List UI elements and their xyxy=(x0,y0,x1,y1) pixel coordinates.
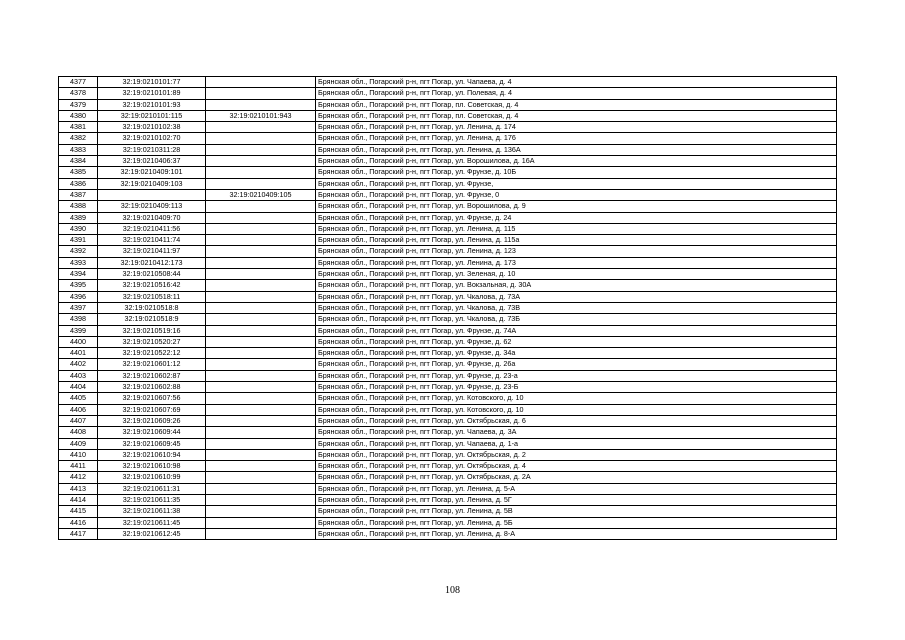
row-number-cell: 4412 xyxy=(59,472,98,483)
row-number-cell: 4396 xyxy=(59,291,98,302)
row-number-cell: 4407 xyxy=(59,415,98,426)
cadastral-number-cell: 32:19:0210411:97 xyxy=(98,246,206,257)
linked-cadastral-number-cell xyxy=(206,415,316,426)
table-row xyxy=(59,189,837,200)
linked-cadastral-number-cell: 32:19:0210409:105 xyxy=(206,189,316,200)
row-number-cell: 4377 xyxy=(59,77,98,88)
row-number-cell: 4403 xyxy=(59,370,98,381)
table-row xyxy=(59,472,837,483)
table-row xyxy=(59,88,837,99)
table-row xyxy=(59,517,837,528)
table-row xyxy=(59,212,837,223)
row-number-cell: 4402 xyxy=(59,359,98,370)
table-row xyxy=(59,291,837,302)
cadastral-number-cell xyxy=(98,189,206,200)
table-row xyxy=(59,257,837,268)
linked-cadastral-number-cell xyxy=(206,178,316,189)
linked-cadastral-number-cell xyxy=(206,427,316,438)
table-row xyxy=(59,506,837,517)
linked-cadastral-number-cell xyxy=(206,246,316,257)
row-number-cell: 4411 xyxy=(59,461,98,472)
linked-cadastral-number-cell xyxy=(206,517,316,528)
address-cell: Брянская обл., Погарский р-н, пгт Погар, ул. Чапаева, д. 3А xyxy=(316,427,837,438)
table-row xyxy=(59,201,837,212)
row-number-cell: 4389 xyxy=(59,212,98,223)
address-cell: Брянская обл., Погарский р-н, пгт Погар, ул. Фрунзе, д. 74А xyxy=(316,325,837,336)
table-row xyxy=(59,314,837,325)
linked-cadastral-number-cell xyxy=(206,483,316,494)
linked-cadastral-number-cell xyxy=(206,472,316,483)
page-number: 108 xyxy=(445,585,460,596)
row-number-cell: 4392 xyxy=(59,246,98,257)
cadastral-number-cell: 32:19:0210611:38 xyxy=(98,506,206,517)
row-number-cell: 4390 xyxy=(59,223,98,234)
cadastral-number-cell: 32:19:0210406:37 xyxy=(98,156,206,167)
row-number-cell: 4405 xyxy=(59,393,98,404)
cadastral-number-cell: 32:19:0210101:93 xyxy=(98,99,206,110)
row-number-cell: 4400 xyxy=(59,336,98,347)
linked-cadastral-number-cell xyxy=(206,212,316,223)
address-cell: Брянская обл., Погарский р-н, пгт Погар, ул. Фрунзе, д. 26а xyxy=(316,359,837,370)
table-row xyxy=(59,133,837,144)
cadastral-number-cell: 32:19:0210518:8 xyxy=(98,302,206,313)
cadastral-number-cell: 32:19:0210520:27 xyxy=(98,336,206,347)
row-number-cell: 4410 xyxy=(59,449,98,460)
table-row xyxy=(59,449,837,460)
table-row xyxy=(59,415,837,426)
address-cell: Брянская обл., Погарский р-н, пгт Погар, ул. Ленина, д. 115 xyxy=(316,223,837,234)
address-cell: Брянская обл., Погарский р-н, пгт Погар, ул. Ленина, д. 115а xyxy=(316,235,837,246)
linked-cadastral-number-cell xyxy=(206,167,316,178)
row-number-cell: 4384 xyxy=(59,156,98,167)
linked-cadastral-number-cell xyxy=(206,280,316,291)
row-number-cell: 4394 xyxy=(59,269,98,280)
cadastral-number-cell: 32:19:0210519:16 xyxy=(98,325,206,336)
table-row xyxy=(59,359,837,370)
table-row xyxy=(59,77,837,88)
row-number-cell: 4398 xyxy=(59,314,98,325)
linked-cadastral-number-cell xyxy=(206,156,316,167)
table-row xyxy=(59,122,837,133)
address-cell: Брянская обл., Погарский р-н, пгт Погар, ул. Фрунзе, д. 23-а xyxy=(316,370,837,381)
address-cell: Брянская обл., Погарский р-н, пгт Погар, ул. Октябрьская, д. 4 xyxy=(316,461,837,472)
cadastral-number-cell: 32:19:0210409:113 xyxy=(98,201,206,212)
linked-cadastral-number-cell xyxy=(206,133,316,144)
linked-cadastral-number-cell xyxy=(206,88,316,99)
cadastral-number-cell: 32:19:0210102:70 xyxy=(98,133,206,144)
linked-cadastral-number-cell xyxy=(206,257,316,268)
address-cell: Брянская обл., Погарский р-н, пгт Погар, ул. Чкалова, д. 73Б xyxy=(316,314,837,325)
cadastral-number-cell: 32:19:0210101:115 xyxy=(98,110,206,121)
cadastral-number-cell: 32:19:0210610:98 xyxy=(98,461,206,472)
address-cell: Брянская обл., Погарский р-н, пгт Погар, ул. Фрунзе, xyxy=(316,178,837,189)
cadastral-number-cell: 32:19:0210609:44 xyxy=(98,427,206,438)
cadastral-number-cell: 32:19:0210508:44 xyxy=(98,269,206,280)
row-number-cell: 4397 xyxy=(59,302,98,313)
table-row xyxy=(59,178,837,189)
row-number-cell: 4414 xyxy=(59,494,98,505)
table-row xyxy=(59,156,837,167)
address-cell: Брянская обл., Погарский р-н, пгт Погар, ул. Ворошилова, д. 9 xyxy=(316,201,837,212)
cadastral-number-cell: 32:19:0210409:101 xyxy=(98,167,206,178)
linked-cadastral-number-cell xyxy=(206,393,316,404)
address-cell: Брянская обл., Погарский р-н, пгт Погар, ул. Ленина, д. 173 xyxy=(316,257,837,268)
address-cell: Брянская обл., Погарский р-н, пгт Погар, ул. Фрунзе, д. 62 xyxy=(316,336,837,347)
table-row xyxy=(59,235,837,246)
address-cell: Брянская обл., Погарский р-н, пгт Погар, ул. Октябрьская, д. 2 xyxy=(316,449,837,460)
cadastral-number-cell: 32:19:0210611:35 xyxy=(98,494,206,505)
cadastral-number-cell: 32:19:0210611:31 xyxy=(98,483,206,494)
table-row xyxy=(59,280,837,291)
linked-cadastral-number-cell xyxy=(206,325,316,336)
table-row xyxy=(59,99,837,110)
cadastral-number-cell: 32:19:0210610:99 xyxy=(98,472,206,483)
address-cell: Брянская обл., Погарский р-н, пгт Погар, ул. Фрунзе, д. 10Б xyxy=(316,167,837,178)
table-row xyxy=(59,370,837,381)
linked-cadastral-number-cell: 32:19:0210101:943 xyxy=(206,110,316,121)
linked-cadastral-number-cell xyxy=(206,506,316,517)
table-row xyxy=(59,494,837,505)
linked-cadastral-number-cell xyxy=(206,336,316,347)
address-cell: Брянская обл., Погарский р-н, пгт Погар, ул. Ленина, д. 8-А xyxy=(316,528,837,539)
row-number-cell: 4395 xyxy=(59,280,98,291)
property-table-body xyxy=(59,77,837,540)
address-cell: Брянская обл., Погарский р-н, пгт Погар, ул. Ленина, д. 123 xyxy=(316,246,837,257)
row-number-cell: 4417 xyxy=(59,528,98,539)
cadastral-number-cell: 32:19:0210601:12 xyxy=(98,359,206,370)
cadastral-number-cell: 32:19:0210409:103 xyxy=(98,178,206,189)
address-cell: Брянская обл., Погарский р-н, пгт Погар, ул. Вокзальная, д. 30А xyxy=(316,280,837,291)
table-row xyxy=(59,348,837,359)
address-cell: Брянская обл., Погарский р-н, пгт Погар, ул. Котовского, д. 10 xyxy=(316,393,837,404)
row-number-cell: 4416 xyxy=(59,517,98,528)
row-number-cell: 4387 xyxy=(59,189,98,200)
table-row xyxy=(59,223,837,234)
address-cell: Брянская обл., Погарский р-н, пгт Погар, ул. Ленина, д. 5Б xyxy=(316,517,837,528)
address-cell: Брянская обл., Погарский р-н, пгт Погар, ул. Фрунзе, д. 24 xyxy=(316,212,837,223)
linked-cadastral-number-cell xyxy=(206,122,316,133)
row-number-cell: 4391 xyxy=(59,235,98,246)
row-number-cell: 4408 xyxy=(59,427,98,438)
cadastral-number-cell: 32:19:0210101:77 xyxy=(98,77,206,88)
address-cell: Брянская обл., Погарский р-н, пгт Погар, ул. Ленина, д. 136А xyxy=(316,144,837,155)
address-cell: Брянская обл., Погарский р-н, пгт Погар, ул. Фрунзе, д. 34а xyxy=(316,348,837,359)
linked-cadastral-number-cell xyxy=(206,370,316,381)
table-row xyxy=(59,528,837,539)
linked-cadastral-number-cell xyxy=(206,382,316,393)
address-cell: Брянская обл., Погарский р-н, пгт Погар, ул. Чкалова, д. 73В xyxy=(316,302,837,313)
row-number-cell: 4413 xyxy=(59,483,98,494)
address-cell: Брянская обл., Погарский р-н, пгт Погар, ул. Ленина, д. 174 xyxy=(316,122,837,133)
row-number-cell: 4382 xyxy=(59,133,98,144)
address-cell: Брянская обл., Погарский р-н, пгт Погар, ул. Чапаева, д. 1-а xyxy=(316,438,837,449)
linked-cadastral-number-cell xyxy=(206,291,316,302)
linked-cadastral-number-cell xyxy=(206,494,316,505)
cadastral-number-cell: 32:19:0210101:89 xyxy=(98,88,206,99)
linked-cadastral-number-cell xyxy=(206,201,316,212)
row-number-cell: 4401 xyxy=(59,348,98,359)
address-cell: Брянская обл., Погарский р-н, пгт Погар, ул. Фрунзе, 0 xyxy=(316,189,837,200)
cadastral-number-cell: 32:19:0210102:38 xyxy=(98,122,206,133)
address-cell: Брянская обл., Погарский р-н, пгт Погар, пл. Советская, д. 4 xyxy=(316,110,837,121)
linked-cadastral-number-cell xyxy=(206,77,316,88)
row-number-cell: 4380 xyxy=(59,110,98,121)
linked-cadastral-number-cell xyxy=(206,348,316,359)
cadastral-number-cell: 32:19:0210409:70 xyxy=(98,212,206,223)
linked-cadastral-number-cell xyxy=(206,449,316,460)
property-table xyxy=(58,76,837,540)
linked-cadastral-number-cell xyxy=(206,144,316,155)
address-cell: Брянская обл., Погарский р-н, пгт Погар, ул. Чапаева, д. 4 xyxy=(316,77,837,88)
address-cell: Брянская обл., Погарский р-н, пгт Погар, ул. Ленина, д. 176 xyxy=(316,133,837,144)
address-cell: Брянская обл., Погарский р-н, пгт Погар, ул. Ленина, д. 5Г xyxy=(316,494,837,505)
linked-cadastral-number-cell xyxy=(206,528,316,539)
address-cell: Брянская обл., Погарский р-н, пгт Погар, ул. Октябрьская, д. 2А xyxy=(316,472,837,483)
row-number-cell: 4386 xyxy=(59,178,98,189)
address-cell: Брянская обл., Погарский р-н, пгт Погар, ул. Фрунзе, д. 23-Б xyxy=(316,382,837,393)
cadastral-number-cell: 32:19:0210411:56 xyxy=(98,223,206,234)
cadastral-number-cell: 32:19:0210516:42 xyxy=(98,280,206,291)
row-number-cell: 4409 xyxy=(59,438,98,449)
linked-cadastral-number-cell xyxy=(206,99,316,110)
cadastral-number-cell: 32:19:0210522:12 xyxy=(98,348,206,359)
row-number-cell: 4385 xyxy=(59,167,98,178)
table-row xyxy=(59,336,837,347)
address-cell: Брянская обл., Погарский р-н, пгт Погар, ул. Зеленая, д. 10 xyxy=(316,269,837,280)
table-row xyxy=(59,167,837,178)
row-number-cell: 4399 xyxy=(59,325,98,336)
table-row xyxy=(59,325,837,336)
row-number-cell: 4381 xyxy=(59,122,98,133)
address-cell: Брянская обл., Погарский р-н, пгт Погар, ул. Полевая, д. 4 xyxy=(316,88,837,99)
table-row xyxy=(59,144,837,155)
table-row xyxy=(59,393,837,404)
address-cell: Брянская обл., Погарский р-н, пгт Погар, пл. Советская, д. 4 xyxy=(316,99,837,110)
linked-cadastral-number-cell xyxy=(206,359,316,370)
cadastral-number-cell: 32:19:0210518:9 xyxy=(98,314,206,325)
address-cell: Брянская обл., Погарский р-н, пгт Погар, ул. Ворошилова, д. 16А xyxy=(316,156,837,167)
address-cell: Брянская обл., Погарский р-н, пгт Погар, ул. Ленина, д. 5В xyxy=(316,506,837,517)
table-row xyxy=(59,110,837,121)
table-row xyxy=(59,427,837,438)
linked-cadastral-number-cell xyxy=(206,235,316,246)
table-row xyxy=(59,461,837,472)
cadastral-number-cell: 32:19:0210602:88 xyxy=(98,382,206,393)
cadastral-number-cell: 32:19:0210612:45 xyxy=(98,528,206,539)
address-cell: Брянская обл., Погарский р-н, пгт Погар, ул. Ленина, д. 5-А xyxy=(316,483,837,494)
cadastral-number-cell: 32:19:0210412:173 xyxy=(98,257,206,268)
linked-cadastral-number-cell xyxy=(206,269,316,280)
row-number-cell: 4383 xyxy=(59,144,98,155)
table-row xyxy=(59,246,837,257)
cadastral-number-cell: 32:19:0210411:74 xyxy=(98,235,206,246)
row-number-cell: 4406 xyxy=(59,404,98,415)
table-row xyxy=(59,438,837,449)
linked-cadastral-number-cell xyxy=(206,404,316,415)
cadastral-number-cell: 32:19:0210607:56 xyxy=(98,393,206,404)
row-number-cell: 4379 xyxy=(59,99,98,110)
linked-cadastral-number-cell xyxy=(206,461,316,472)
table-row xyxy=(59,404,837,415)
cadastral-number-cell: 32:19:0210610:94 xyxy=(98,449,206,460)
cadastral-number-cell: 32:19:0210609:45 xyxy=(98,438,206,449)
cadastral-number-cell: 32:19:0210518:11 xyxy=(98,291,206,302)
row-number-cell: 4393 xyxy=(59,257,98,268)
row-number-cell: 4378 xyxy=(59,88,98,99)
table-row xyxy=(59,483,837,494)
row-number-cell: 4404 xyxy=(59,382,98,393)
cadastral-number-cell: 32:19:0210611:45 xyxy=(98,517,206,528)
linked-cadastral-number-cell xyxy=(206,314,316,325)
cadastral-number-cell: 32:19:0210609:26 xyxy=(98,415,206,426)
table-row xyxy=(59,302,837,313)
address-cell: Брянская обл., Погарский р-н, пгт Погар, ул. Октябрьская, д. 6 xyxy=(316,415,837,426)
address-cell: Брянская обл., Погарский р-н, пгт Погар, ул. Котовского, д. 10 xyxy=(316,404,837,415)
table-row xyxy=(59,382,837,393)
cadastral-number-cell: 32:19:0210607:69 xyxy=(98,404,206,415)
linked-cadastral-number-cell xyxy=(206,223,316,234)
cadastral-number-cell: 32:19:0210311:28 xyxy=(98,144,206,155)
row-number-cell: 4415 xyxy=(59,506,98,517)
linked-cadastral-number-cell xyxy=(206,438,316,449)
linked-cadastral-number-cell xyxy=(206,302,316,313)
address-cell: Брянская обл., Погарский р-н, пгт Погар, ул. Чкалова, д. 73А xyxy=(316,291,837,302)
cadastral-number-cell: 32:19:0210602:87 xyxy=(98,370,206,381)
table-row xyxy=(59,269,837,280)
row-number-cell: 4388 xyxy=(59,201,98,212)
document-page xyxy=(58,76,837,540)
